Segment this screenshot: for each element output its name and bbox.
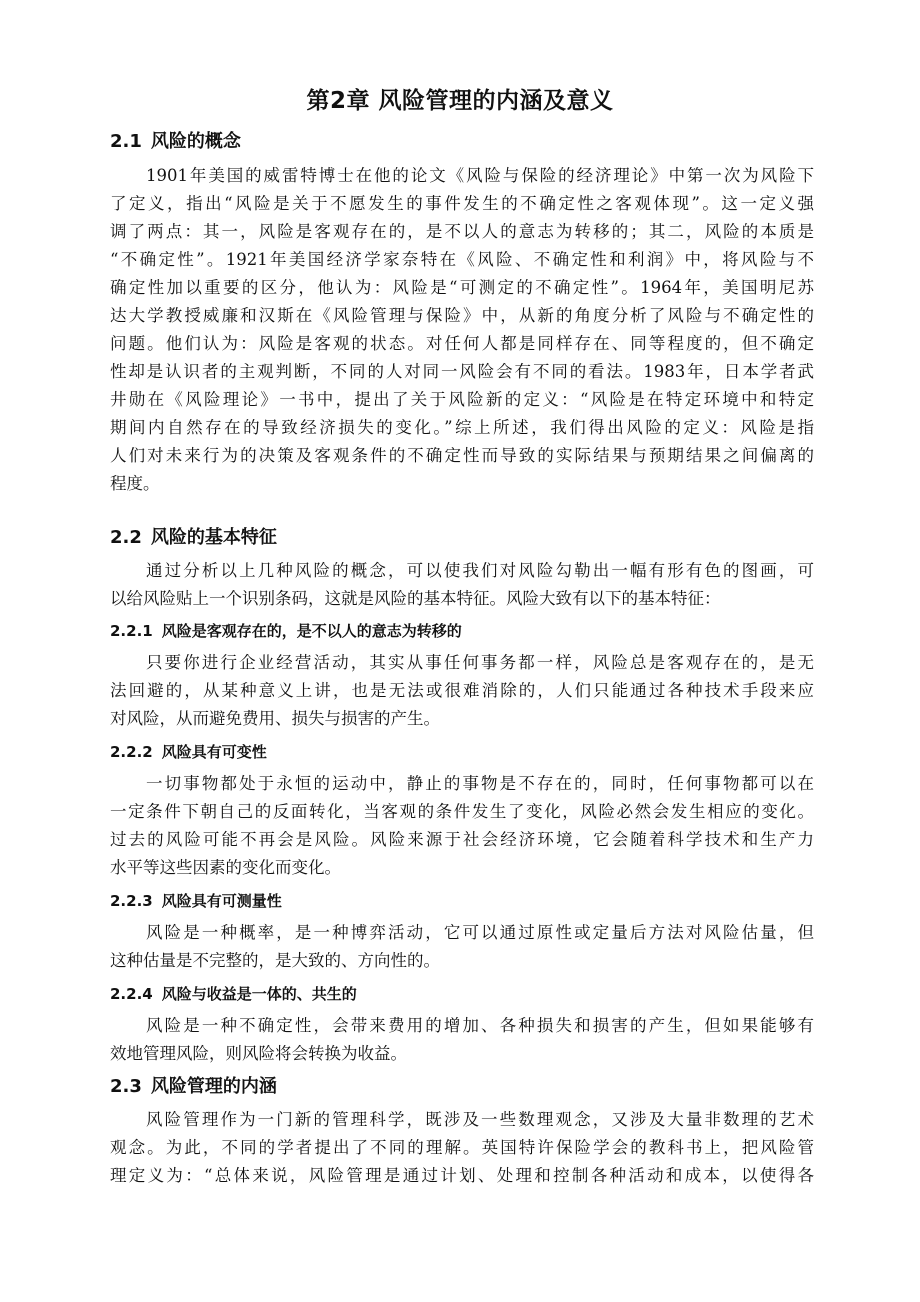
subsection-heading-2-2-2 (110, 741, 267, 763)
subsection-title: 风险与收益是一体的、共生的 (161, 985, 357, 1003)
paragraph-line: 人们对未来行为的决策及客观条件的不确定性而导致的实际结果与预期结果之间偏离的 (110, 446, 814, 465)
paragraph-line: 期间内自然存在的导致经济损失的变化。”综上所述，我们得出风险的定义：风险是指 (110, 418, 814, 437)
paragraph-line: 以给风险贴上一个识别条码，这就是风险的基本特征。风险大致有以下的基本特征： (110, 589, 721, 608)
section-heading-2-3 (110, 1074, 277, 1100)
section-number: 2.3 (110, 1076, 142, 1097)
section-title: 风险的基本特征 (150, 527, 277, 548)
paragraph-line: 只要你进行企业经营活动，其实从事任何事务都一样，风险总是客观存在的，是无 (146, 653, 814, 672)
paragraph-line: 井勋在《风险理论》一书中，提出了关于风险新的定义：“风险是在特定环境中和特定 (110, 390, 814, 409)
section-title: 风险的概念 (150, 131, 241, 152)
paragraph-line: 确定性加以重要的区分，他认为：风险是“可测定的不确定性”。1964年，美国明尼苏 (110, 278, 814, 297)
subsection-number: 2.2.2 (110, 743, 153, 761)
subsection-title: 风险具有可变性 (161, 743, 267, 761)
subsection-heading-2-2-3 (110, 890, 282, 912)
paragraph-line: 达大学教授威廉和汉斯在《风险管理与保险》中，从新的角度分析了风险与不确定性的 (110, 306, 814, 325)
section-heading-2-2 (110, 525, 277, 551)
paragraph-line: 风险管理作为一门新的管理科学，既涉及一些数理观念，又涉及大量非数理的艺术 (146, 1110, 814, 1129)
paragraph-line: 过去的风险可能不再会是风险。风险来源于社会经济环境，它会随着科学技术和生产力 (110, 830, 814, 849)
paragraph-line: 这种估量是不完整的，是大致的、方向性的。 (110, 951, 440, 970)
paragraph-line: 理定义为：“总体来说，风险管理是通过计划、处理和控制各种活动和成本，以使得各 (110, 1166, 814, 1185)
paragraph-line: 调了两点：其一，风险是客观存在的，是不以人的意志为转移的；其二，风险的本质是 (110, 222, 814, 241)
paragraph-line: “不确定性”。1921年美国经济学家奈特在《风险、不确定性和利润》中，将风险与不 (110, 250, 814, 269)
subsection-title: 风险是客观存在的，是不以人的意志为转移的 (161, 622, 462, 640)
subsection-number: 2.2.1 (110, 622, 153, 640)
paragraph-line: 效地管理风险，则风险将会转换为收益。 (110, 1044, 407, 1063)
subsection-number: 2.2.4 (110, 985, 153, 1003)
chapter-title: 第2章 风险管理的内涵及意义 (306, 88, 614, 114)
paragraph-line: 一定条件下朝自己的反面转化，当客观的条件发生了变化，风险必然会发生相应的变化。 (110, 802, 814, 821)
paragraph-line: 1901年美国的威雷特博士在他的论文《风险与保险的经济理论》中第一次为风险下 (146, 166, 814, 185)
paragraph-line: 通过分析以上几种风险的概念，可以使我们对风险勾勒出一幅有形有色的图画，可 (146, 561, 814, 580)
section-heading-2-1 (110, 129, 241, 155)
paragraph-line: 风险是一种概率，是一种博弈活动，它可以通过原性或定量后方法对风险估量，但 (146, 923, 814, 942)
section-title: 风险管理的内涵 (150, 1076, 277, 1097)
paragraph-line: 法回避的，从某种意义上讲，也是无法或很难消除的，人们只能通过各种技术手段来应 (110, 681, 814, 700)
paragraph-line: 程度。 (110, 474, 160, 493)
subsection-heading-2-2-4 (110, 983, 357, 1005)
section-number: 2.1 (110, 131, 142, 152)
subsection-heading-2-2-1 (110, 620, 462, 642)
subsection-number: 2.2.3 (110, 892, 153, 910)
paragraph-line: 一切事物都处于永恒的运动中，静止的事物是不存在的，同时，任何事物都可以在 (146, 774, 814, 793)
paragraph-line: 了定义，指出“风险是关于不愿发生的事件发生的不确定性之客观体现”。这一定义强 (110, 194, 814, 213)
subsection-title: 风险具有可测量性 (161, 892, 282, 910)
paragraph-line: 水平等这些因素的变化而变化。 (110, 858, 341, 877)
paragraph-line: 性却是认识者的主观判断，不同的人对同一风险会有不同的看法。1983年，日本学者武 (110, 362, 814, 381)
paragraph-line: 对风险，从而避免费用、损失与损害的产生。 (110, 709, 440, 728)
paragraph-line: 问题。他们认为：风险是客观的状态。对任何人都是同样存在、同等程度的，但不确定 (110, 334, 814, 353)
section-number: 2.2 (110, 527, 142, 548)
paragraph-line: 风险是一种不确定性，会带来费用的增加、各种损失和损害的产生，但如果能够有 (146, 1016, 814, 1035)
paragraph-line: 观念。为此，不同的学者提出了不同的理解。英国特许保险学会的教科书上，把风险管 (110, 1138, 814, 1157)
